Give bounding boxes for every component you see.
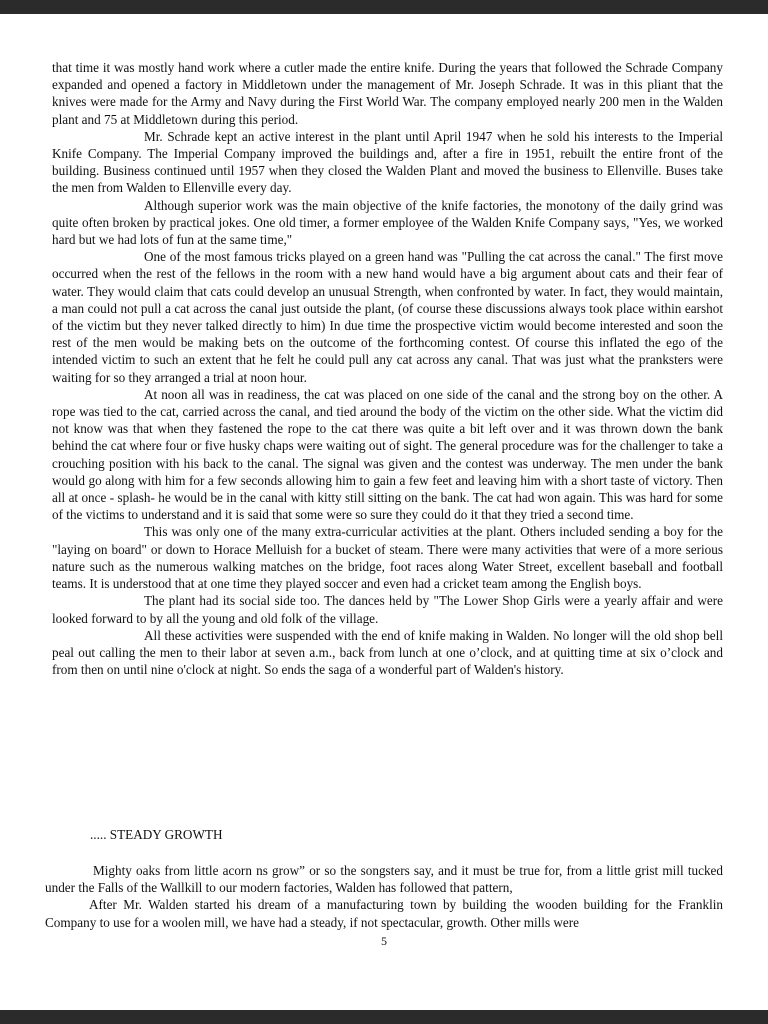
paragraph: Mr. Schrade kept an active interest in the plant until April 1947 when he sold his interests to the Imperial Knife Company. The Imperial Company improved the buildings and, after a fire in 1951, rebuilt the entire front of the building. Business continued until 1957 when they closed the Walden Plant and moved the business to Ellenville. Buses take the men from Walden to Ellenville every day. (52, 128, 723, 196)
paragraph: After Mr. Walden started his dream of a manufacturing town by building the wooden building for the Franklin Company to use for a woolen mill, we have had a steady, if not spectacular, growth. Other mills were (45, 897, 723, 930)
page-number: 5 (381, 934, 387, 948)
paragraph: Mighty oaks from little acorn ns grow” or so the songsters say, and it must be true for, from a little grist mill tucked under the Falls of the Wallkill to our modern factories, Walden has followed that pattern, (45, 863, 723, 896)
paragraph: This was only one of the many extra-curricular activities at the plant. Others included sending a boy for the "laying on board" or down to Horace Melluish for a bucket of steam. There were many activities that were of a more serious nature such as the numerous walking matches on the bridge, foot races along Water Street, excellent baseball and football teams. It is understood that at one time they played soccer and even had a cricket team among the English boys. (52, 524, 723, 592)
paragraph: At noon all was in readiness, the cat was placed on one side of the canal and the strong boy on the other. A rope was tied to the cat, carried across the canal, and tied around the body of the victim on the other side. What the victim did not know was that when they fastened the rope to the cat there was quite a bit left over and it was thrown down the bank behind the cat where four or five husky chaps were waiting out of sight. The general procedure was for the challenger to take a crouching position with his back to the canal. The signal was given and the contest was underway. The men under the bank would go along with him for a few seconds allowing him to gain a few feet and leaving him with a short taste of victory. Then all at once - splash- he would be in the canal with kitty still sitting on the bank. The cat had won again. This was hard for some of the victims to understand and it is said that some were so sure they could do it that they tried a second time. (52, 386, 723, 523)
bottom-bar (0, 1010, 768, 1024)
paragraph: The plant had its social side too. The dances held by "The Lower Shop Girls were a yearly affair and were looked forward to by all the young and old folk of the village. (52, 593, 723, 626)
document-page (0, 14, 768, 1010)
paragraph: One of the most famous tricks played on a green hand was "Pulling the cat across the canal." The first move occurred when the rest of the fellows in the room with a new hand would have a big argument about cats and their fear of water. They would claim that cats could develop an unusual Strength, when confronted by water. In fact, they would maintain, a man could not pull a cat across the canal just outside the plant, (of course these discussions always took place within earshot of the victim but they never talked directly to him) In due time the prospective victim would become interested and soon the rest of the men would be making bets on the outcome of the forthcoming contest. Of course this inflated the ego of the intended victim to such an extent that he felt he could pull any cat across any canal. That was just what the pranksters were waiting for so they arranged a trial at noon hour. (52, 249, 723, 385)
paragraph: that time it was mostly hand work where a cutler made the entire knife. During the years that followed the Schrade Company expanded and opened a factory in Middletown under the management of Mr. Joseph Schrade. It was in this pliant that the knives were made for the Army and Navy during the First World War. The company employed nearly 200 men in the Walden plant and 75 at Middletown during this period. (52, 60, 723, 127)
body-text (52, 59, 723, 678)
section-heading: ..... STEADY GROWTH (90, 827, 223, 842)
paragraph: All these activities were suspended with the end of knife making in Walden. No longer will the old shop bell peal out calling the men to their labor at seven a.m., back from lunch at one o’clock, and at quitting time at six o’clock and from then on until nine o'clock at night. So ends the saga of a wonderful part of Walden's history. (52, 627, 723, 678)
top-bar (0, 0, 768, 14)
paragraph: Although superior work was the main objective of the knife factories, the monotony of the daily grind was quite often broken by practical jokes. One old timer, a former employee of the Walden Knife Company says, "Yes, we worked hard but we had lots of fun at the same time," (52, 197, 723, 248)
section-text (45, 862, 723, 931)
